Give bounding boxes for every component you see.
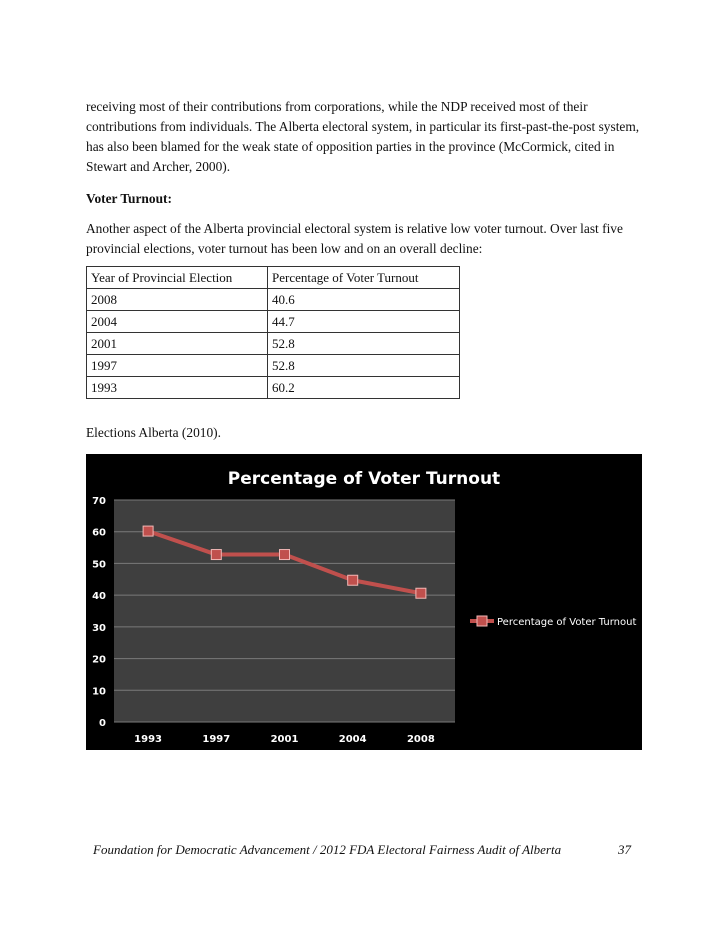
legend-marker	[477, 616, 487, 626]
table-row	[87, 333, 460, 355]
y-tick-label: 40	[92, 591, 106, 603]
table-cell: 52.8	[268, 333, 460, 355]
page-number: 37	[618, 842, 631, 857]
y-tick-label: 50	[92, 559, 106, 571]
legend-label: Percentage of Voter Turnout	[497, 617, 637, 628]
x-tick-label: 2008	[406, 734, 435, 745]
data-point-marker	[143, 526, 153, 536]
table-header-row	[87, 267, 460, 289]
table-cell: 40.6	[268, 289, 460, 311]
data-point-marker	[348, 575, 358, 585]
body-paragraph: Another aspect of the Alberta provincial electoral system is relative low voter turnout. Over last five provincial elections, voter turnout has been low and on an overall decline:	[86, 221, 623, 256]
y-tick-label: 10	[92, 686, 106, 698]
x-tick-label: 1993	[134, 734, 163, 745]
table-cell: 1993	[87, 377, 268, 399]
footer-text: Foundation for Democratic Advancement / 2012 FDA Electoral Fairness Audit of Alberta	[93, 842, 562, 857]
chart-svg	[86, 454, 642, 750]
plot-area	[114, 500, 455, 722]
table-cell: 52.8	[268, 355, 460, 377]
table-cell: 44.7	[268, 311, 460, 333]
page-footer	[93, 842, 631, 858]
table-cell: 2008	[87, 289, 268, 311]
y-tick-label: 30	[92, 622, 106, 634]
section-heading: Voter Turnout:	[86, 191, 172, 206]
x-tick-label: 2004	[338, 734, 367, 745]
x-tick-label: 1997	[202, 734, 231, 745]
table-cell: 1997	[87, 355, 268, 377]
table-cell: 2001	[87, 333, 268, 355]
y-tick-label: 0	[99, 718, 106, 729]
data-point-marker	[211, 550, 221, 560]
source-citation: Elections Alberta (2010).	[86, 425, 221, 440]
table-row	[87, 355, 460, 377]
table-row	[87, 377, 460, 399]
data-point-marker	[280, 550, 290, 560]
y-tick-label: 70	[92, 496, 106, 507]
y-tick-label: 60	[92, 527, 106, 539]
table-header-cell: Percentage of Voter Turnout	[268, 267, 460, 289]
table-row	[87, 311, 460, 333]
voter-turnout-table	[86, 266, 460, 399]
chart-title: Percentage of Voter Turnout	[227, 469, 501, 489]
voter-turnout-chart	[86, 454, 642, 750]
table-row	[87, 289, 460, 311]
table-header-cell: Year of Provincial Election	[87, 267, 268, 289]
x-tick-label: 2001	[270, 734, 299, 745]
body-paragraph: receiving most of their contributions from corporations, while the NDP received most of their contributions from individuals. The Alberta electoral system, in particular its first-past-the-post system, has also been blamed for the weak state of opposition parties in the province (McCormick, cited in Stewart and Archer, 2000).	[86, 99, 640, 174]
y-tick-label: 20	[92, 654, 106, 666]
data-point-marker	[416, 588, 426, 598]
table-cell: 2004	[87, 311, 268, 333]
table-cell: 60.2	[268, 377, 460, 399]
